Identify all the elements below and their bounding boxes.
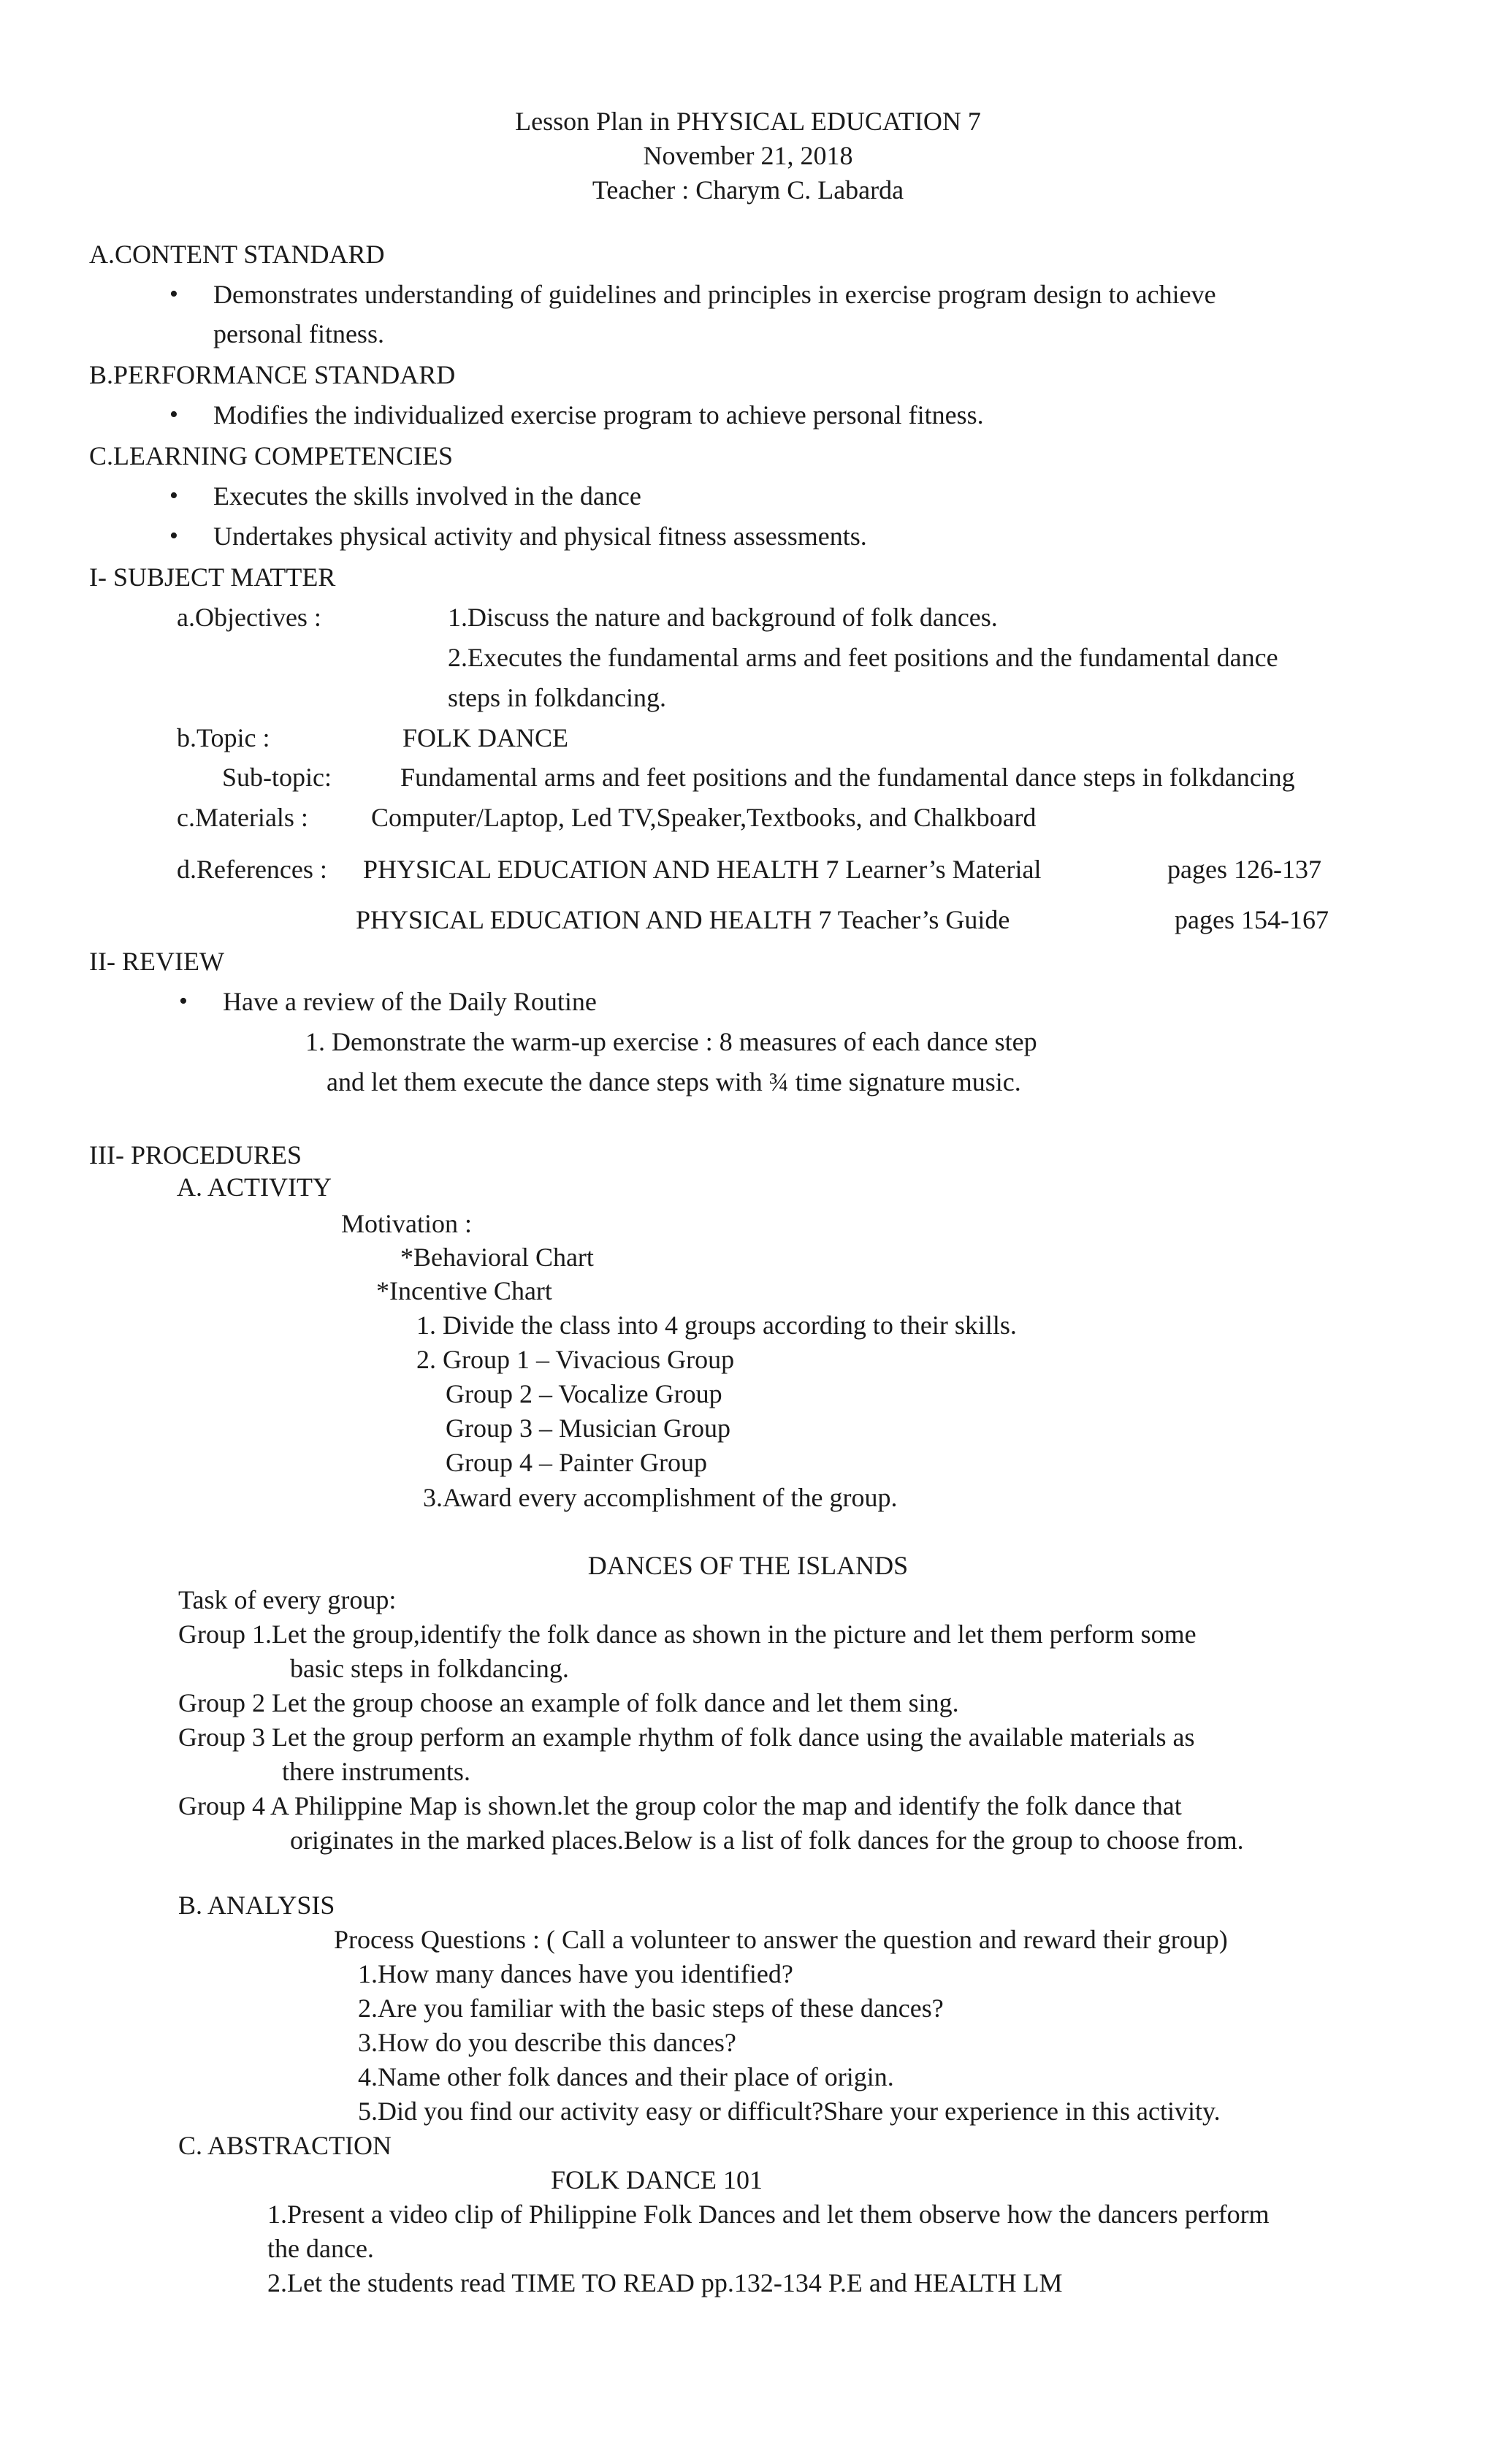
task-group-3-cont: there instruments. [282, 1757, 470, 1786]
process-questions: Process Questions : ( Call a volunteer to answer the question and reward their group) [334, 1925, 1228, 1954]
topic-label: b.Topic : [177, 723, 270, 752]
task-label: Task of every group: [178, 1585, 397, 1614]
behavioral-chart: *Behavioral Chart [400, 1243, 594, 1272]
content-standard-bullet-cont: personal fitness. [213, 319, 384, 348]
review-item-1-cont: and let them execute the dance steps with ¾ time signature music. [327, 1067, 1021, 1096]
analysis-heading: B. ANALYSIS [178, 1891, 335, 1920]
question-2: 2.Are you familiar with the basic steps of these dances? [358, 1994, 944, 2023]
abstraction-item-2: 2.Let the students read TIME TO READ pp.132-134 P.E and HEALTH LM [267, 2268, 1063, 2297]
group-2-label: Group 2 – Vocalize Group [446, 1379, 722, 1408]
review-item-1: 1. Demonstrate the warm-up exercise : 8 measures of each dance step [305, 1027, 1037, 1056]
reference-2: PHYSICAL EDUCATION AND HEALTH 7 Teacher’s Guide [356, 905, 1010, 934]
materials-label: c.Materials : [177, 803, 308, 832]
activity-step-1: 1. Divide the class into 4 groups according to their skills. [416, 1311, 1017, 1340]
abstraction-heading: C. ABSTRACTION [178, 2131, 392, 2160]
activity-step-2: 2. Group 1 – Vivacious Group [416, 1345, 735, 1374]
content-standard-heading: A.CONTENT STANDARD [89, 240, 385, 269]
task-group-3: Group 3 Let the group perform an example rhythm of folk dance using the available materials as [178, 1723, 1195, 1752]
subtopic-label: Sub-topic: [222, 763, 332, 792]
learning-competency-1: • Executes the skills involved in the dance [213, 479, 641, 513]
objectives-label: a.Objectives : [177, 603, 321, 632]
activity-heading: A. ACTIVITY [177, 1172, 332, 1202]
activity-step-3: 3.Award every accomplishment of the group. [423, 1483, 898, 1512]
question-5: 5.Did you find our activity easy or difficult?Share your experience in this activity. [358, 2097, 1221, 2126]
document-title: Lesson Plan in PHYSICAL EDUCATION 7 [515, 107, 981, 136]
motivation-label: Motivation : [341, 1209, 472, 1238]
reference-1: PHYSICAL EDUCATION AND HEALTH 7 Learner’s Material [363, 855, 1042, 884]
subject-matter-heading: I- SUBJECT MATTER [89, 562, 336, 592]
reference-1-pages: pages 126-137 [1167, 855, 1321, 884]
task-group-1: Group 1.Let the group,identify the folk dance as shown in the picture and let them perform some [178, 1620, 1197, 1649]
task-group-2: Group 2 Let the group choose an example of folk dance and let them sing. [178, 1688, 959, 1717]
learning-competency-2: • Undertakes physical activity and physical fitness assessments. [213, 519, 867, 553]
objective-2-cont: steps in folkdancing. [448, 683, 666, 712]
references-label: d.References : [177, 855, 327, 884]
question-4: 4.Name other folk dances and their place of origin. [358, 2062, 894, 2091]
question-1: 1.How many dances have you identified? [358, 1959, 793, 1988]
group-3-label: Group 3 – Musician Group [446, 1414, 730, 1443]
review-bullet: • Have a review of the Daily Routine [223, 985, 597, 1018]
reference-2-pages: pages 154-167 [1175, 905, 1329, 934]
document-date: November 21, 2018 [643, 141, 853, 170]
question-3: 3.How do you describe this dances? [358, 2028, 736, 2057]
abstraction-item-1: 1.Present a video clip of Philippine Folk Dances and let them observe how the dancers perform [267, 2200, 1270, 2229]
procedures-heading: III- PROCEDURES [89, 1140, 302, 1170]
group-4-label: Group 4 – Painter Group [446, 1448, 707, 1477]
task-group-4: Group 4 A Philippine Map is shown.let the group color the map and identify the folk dance that [178, 1791, 1182, 1820]
dances-title: DANCES OF THE ISLANDS [587, 1551, 909, 1580]
topic-value: FOLK DANCE [402, 723, 569, 752]
task-group-1-cont: basic steps in folkdancing. [290, 1654, 569, 1683]
task-group-4-cont: originates in the marked places.Below is a list of folk dances for the group to choose from. [290, 1826, 1244, 1855]
review-heading: II- REVIEW [89, 947, 224, 976]
abstraction-title: FOLK DANCE 101 [551, 2165, 763, 2194]
incentive-chart: *Incentive Chart [376, 1276, 552, 1305]
content-standard-bullet: • Demonstrates understanding of guidelines and principles in exercise program design to achieve [213, 278, 1216, 311]
learning-competencies-heading: C.LEARNING COMPETENCIES [89, 441, 454, 470]
materials-value: Computer/Laptop, Led TV,Speaker,Textbooks, and Chalkboard [371, 803, 1037, 832]
performance-standard-bullet: • Modifies the individualized exercise program to achieve personal fitness. [213, 398, 984, 432]
objective-1: 1.Discuss the nature and background of folk dances. [448, 603, 998, 632]
abstraction-item-1-cont: the dance. [267, 2234, 374, 2263]
subtopic-value: Fundamental arms and feet positions and the fundamental dance steps in folkdancing [400, 763, 1295, 792]
objective-2: 2.Executes the fundamental arms and feet positions and the fundamental dance [448, 643, 1278, 672]
teacher-name: Teacher : Charym C. Labarda [592, 175, 904, 205]
performance-standard-heading: B.PERFORMANCE STANDARD [89, 360, 456, 389]
